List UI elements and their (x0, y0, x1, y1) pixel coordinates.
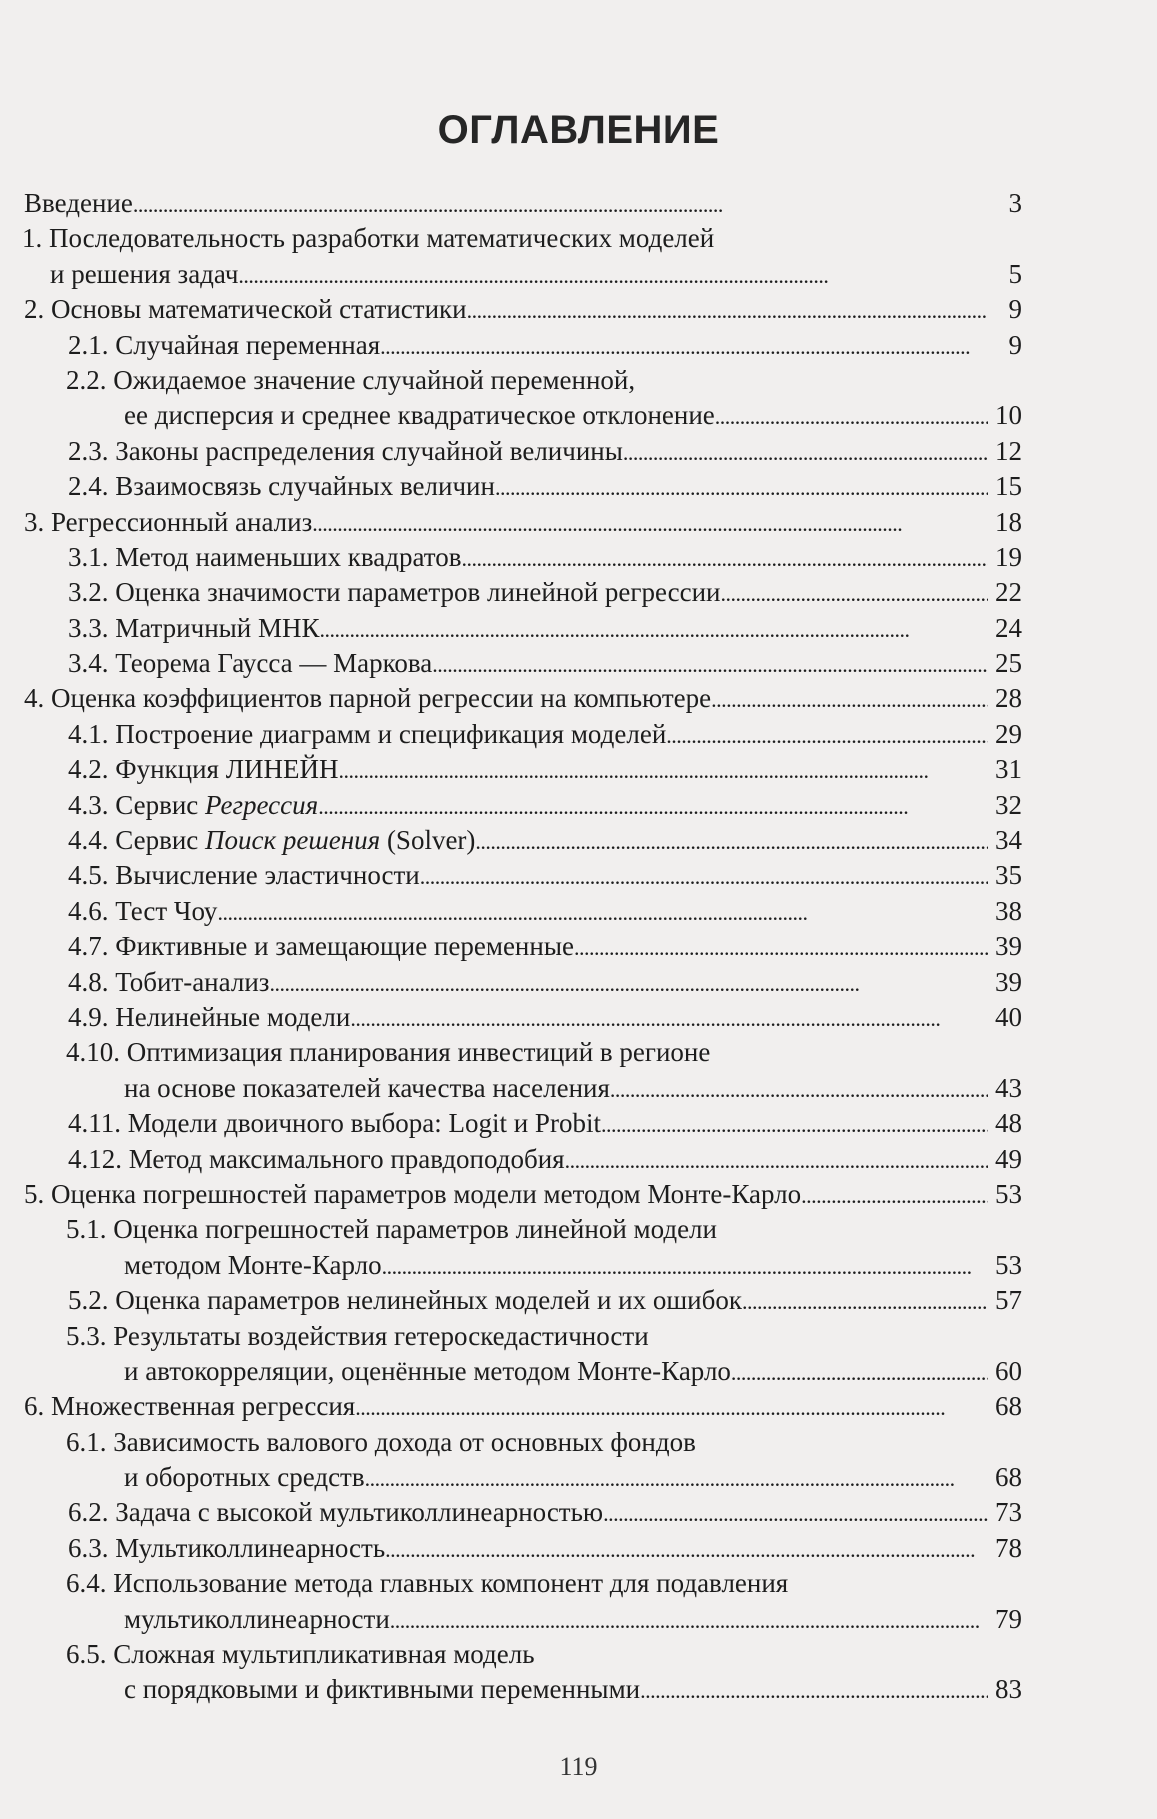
toc-entry-title: 2.4. Взаимосвязь случайных величин . . . (66, 469, 988, 505)
toc-entry (22, 469, 1022, 504)
toc-page-number: 57 (995, 1285, 1022, 1316)
toc-page-number: 25 (995, 648, 1022, 679)
toc-entry (22, 540, 1022, 575)
toc-entry-title: 2.1. Случайная переменная . . . (66, 328, 988, 364)
toc-entry-title: 4.2. Функция ЛИНЕЙН . . . (66, 752, 988, 788)
toc-page-number: 31 (995, 754, 1022, 785)
toc-entry (22, 788, 1022, 823)
toc-entry (22, 1177, 1022, 1212)
toc-entry-title: 4.12. Метод максимального правдоподобия . . . (66, 1142, 988, 1178)
toc-page-number: 19 (995, 541, 1022, 572)
toc-entry (22, 1106, 1022, 1141)
toc-entry-title: и решения задач . . . (48, 257, 988, 293)
toc-page-number: 48 (995, 1108, 1022, 1139)
toc-entry-title: 3.2. Оценка значимости параметров линейной регрессии . . . (66, 575, 988, 611)
toc-entry-title: 4.7. Фиктивные и замещающие переменные . . . (66, 929, 988, 965)
toc-entry-title: 3.1. Метод наименьших квадратов . . . (66, 540, 988, 576)
toc-entry (22, 965, 1022, 1000)
toc-entry (22, 328, 1022, 363)
toc-page-number: 35 (995, 860, 1022, 891)
toc-page-number: 40 (995, 1001, 1022, 1032)
toc-page-number: 34 (995, 825, 1022, 856)
page-number: 119 (559, 1752, 598, 1781)
toc-entry (22, 717, 1022, 752)
toc-entry-title: 4.4. Сервис Поиск решения (Solver) . . . (66, 823, 988, 859)
toc-entry-title: 4.8. Тобит-анализ . . . (66, 965, 988, 1001)
toc-entry-title: и автокорреляции, оценённые методом Монте-Карло . . . (122, 1354, 988, 1390)
toc-page-number: 49 (995, 1143, 1022, 1174)
toc-entry (22, 363, 1022, 434)
toc-entry (22, 221, 1022, 292)
toc-page-number: 73 (995, 1497, 1022, 1528)
toc-entry (22, 681, 1022, 716)
toc-entry-title: 5.3. Результаты воздействия гетероскедастичности (66, 1320, 649, 1351)
toc-entry (22, 1142, 1022, 1177)
toc-page-number: 39 (995, 931, 1022, 962)
toc-entry-title: 4.11. Модели двоичного выбора: Logit и Probit . . . (66, 1106, 988, 1142)
toc-entry (22, 1212, 1022, 1283)
table-of-contents (22, 186, 1022, 1708)
toc-page-number: 60 (995, 1355, 1022, 1386)
toc-entry-title: 6.4. Использование метода главных компонент для подавления (66, 1568, 789, 1599)
toc-page-number: 83 (995, 1674, 1022, 1705)
toc-entry (22, 752, 1022, 787)
toc-entry-title: 4.10. Оптимизация планирования инвестиций в регионе (66, 1037, 711, 1068)
toc-entry (22, 575, 1022, 610)
toc-entry (22, 929, 1022, 964)
toc-page-number: 39 (995, 966, 1022, 997)
toc-entry-title: 2.3. Законы распределения случайной величины . . . (66, 434, 988, 470)
toc-page-number: 18 (995, 506, 1022, 537)
toc-page-number: 38 (995, 895, 1022, 926)
toc-entry (22, 1283, 1022, 1318)
toc-entry (22, 1425, 1022, 1496)
toc-entry (22, 823, 1022, 858)
toc-entry (22, 1495, 1022, 1530)
toc-entry-title: и оборотных средств . . . (122, 1460, 988, 1496)
toc-entry (22, 1035, 1022, 1106)
toc-entry-title: 2.2. Ожидаемое значение случайной переменной, (66, 364, 636, 395)
toc-entry (22, 1637, 1022, 1708)
toc-entry (22, 611, 1022, 646)
toc-entry-title: 6.2. Задача с высокой мультиколлинеарностью . . . (66, 1495, 988, 1531)
toc-page-number: 3 (1008, 188, 1022, 218)
toc-page-number: 43 (995, 1072, 1022, 1103)
toc-page-number: 53 (995, 1178, 1022, 1209)
toc-entry-title: 2. Основы математической статистики . . . (22, 292, 988, 328)
page-title: ОГЛАВЛЕНИЕ (437, 108, 720, 152)
toc-entry-title: 3.4. Теорема Гаусса — Маркова . . . (66, 646, 988, 682)
toc-entry-title: 3. Регрессионный анализ . . . (22, 505, 988, 541)
toc-entry-title: Введение . . . (22, 186, 988, 222)
toc-entry-title: 3.3. Матричный МНК . . . (66, 611, 988, 647)
toc-page-number: 10 (995, 400, 1022, 431)
toc-page-number: 9 (1008, 329, 1022, 360)
toc-entry (22, 646, 1022, 681)
toc-entry-title: 6.5. Сложная мультипликативная модель (66, 1639, 535, 1670)
toc-entry-title: 4. Оценка коэффициентов парной регрессии на компьютере . . . (22, 681, 988, 717)
toc-page-number: 24 (995, 612, 1022, 643)
toc-entry-title: с порядковыми и фиктивными переменными . . . (122, 1672, 988, 1708)
toc-entry-title: 6.3. Мультиколлинеарность . . . (66, 1531, 988, 1567)
toc-entry-title: 4.1. Построение диаграмм и спецификация моделей . . . (66, 717, 988, 753)
toc-page-number: 5 (1008, 258, 1022, 289)
toc-page-number: 79 (995, 1603, 1022, 1634)
toc-entry (22, 1000, 1022, 1035)
toc-entry (22, 292, 1022, 327)
toc-page-number: 53 (995, 1249, 1022, 1280)
toc-entry-title: 6.1. Зависимость валового дохода от основных фондов (66, 1426, 696, 1457)
toc-entry-title: 4.9. Нелинейные модели . . . (66, 1000, 988, 1036)
toc-entry-title: мультиколлинеарности . . . (122, 1602, 988, 1638)
toc-page-number: 78 (995, 1532, 1022, 1563)
toc-page-number: 22 (995, 577, 1022, 608)
toc-entry-title: 1. Последовательность разработки математических моделей (22, 223, 715, 254)
toc-entry-title: 5.2. Оценка параметров нелинейных моделей и их ошибок . . . (66, 1283, 988, 1319)
toc-entry (22, 894, 1022, 929)
toc-page-number: 68 (995, 1462, 1022, 1493)
toc-entry (22, 1566, 1022, 1637)
toc-page-number: 68 (995, 1391, 1022, 1422)
toc-entry-title: 4.6. Тест Чоу . . . (66, 894, 988, 930)
toc-entry (22, 1531, 1022, 1566)
toc-entry-title: 5.1. Оценка погрешностей параметров линейной модели (66, 1214, 717, 1245)
toc-page-number: 29 (995, 718, 1022, 749)
toc-entry-title: 5. Оценка погрешностей параметров модели методом Монте-Карло . . . (22, 1177, 988, 1213)
toc-page-number: 28 (995, 683, 1022, 714)
toc-entry-title: методом Монте-Карло . . . (122, 1248, 988, 1284)
toc-entry (22, 1319, 1022, 1390)
toc-page-number: 32 (995, 789, 1022, 820)
toc-entry (22, 186, 1022, 221)
toc-page-number: 12 (995, 435, 1022, 466)
toc-entry (22, 434, 1022, 469)
toc-page-number: 9 (1008, 294, 1022, 325)
toc-entry (22, 1389, 1022, 1424)
toc-entry (22, 505, 1022, 540)
toc-entry (22, 858, 1022, 893)
toc-entry-title: 4.3. Сервис Регрессия . . . (66, 788, 988, 824)
toc-entry-title: на основе показателей качества населения . . . (122, 1071, 988, 1107)
toc-page-number: 15 (995, 471, 1022, 502)
toc-entry-title: 6. Множественная регрессия . . . (22, 1389, 988, 1425)
toc-entry-title: ее дисперсия и среднее квадратическое отклонение . . . (122, 398, 988, 434)
toc-entry-title: 4.5. Вычисление эластичности . . . (66, 858, 988, 894)
